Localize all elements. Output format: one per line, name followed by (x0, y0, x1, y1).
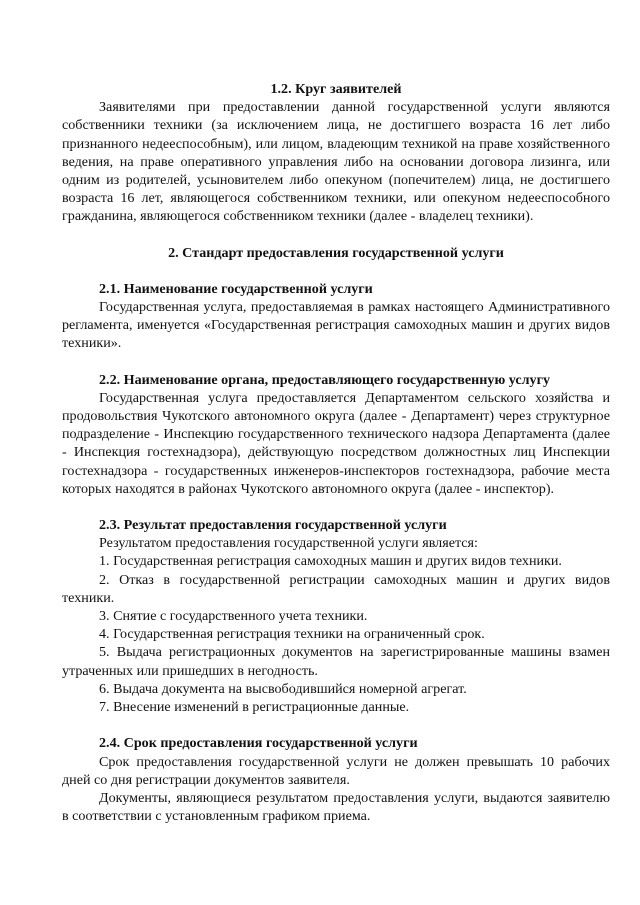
result-list-item: 4. Государственная регистрация техники на ограниченный срок. (99, 626, 485, 643)
result-list-item: 1. Государственная регистрация самоходных машин и других видов техники. (99, 553, 562, 570)
result-list-item: 3. Снятие с государственного учета техники. (99, 608, 368, 625)
section-2-4-text-2: Документы, являющиеся результатом предоставления услуги, выдаются заявителю в соответствии с установленным графиком приема. (62, 789, 610, 825)
section-2-1-title: 2.1. Наименование государственной услуги (99, 280, 373, 297)
result-list-item: 6. Выдача документа на высвободившийся номерной агрегат. (99, 680, 467, 697)
section-2-title: 2. Стандарт предоставления государственной услуги (168, 244, 504, 261)
section-1-2-text: Заявителями при предоставлении данной государственной услуги являются собственники техники (за исключением лица, не достигшего возраста 16 лет либо признанного недееспособным), или лицом, владеющим техникой на праве хозяйственного ведения, на праве оперативного управления либо на основании договора лизинга, или одним из родителей, усыновителем либо опекуном (попечителем) лица, не достигшего возраста 16 лет, являющегося собственником техники, или опекуном недееспособного гражданина, являющегося собственником техники (далее - владелец техники). (62, 99, 610, 225)
section-2-3-intro: Результатом предоставления государственной услуги является: (99, 535, 478, 552)
section-2-2-title: 2.2. Наименование органа, предоставляющего государственную услугу (99, 371, 551, 388)
section-2-1-text: Государственная услуга, предоставляемая в рамках настоящего Административного регламента, именуется «Государственная регистрация самоходных машин и других видов техники». (62, 299, 610, 352)
section-2-2-text: Государственная услуга предоставляется Департаментом сельского хозяйства и продовольствия Чукотского автономного округа (далее - Департамент) через структурное подразделение - Инспекцию государственного технического надзора Департамента (далее - Инспекция гостехнадзора), действующую посредством должностных лиц Инспекции гостехнадзора - государственных инженеров-инспекторов гостехнадзора, рабочие места которых находятся в районах Чукотского автономного округа (далее - инспектор). (62, 389, 610, 497)
result-list-item: 7. Внесение изменений в регистрационные данные. (99, 699, 410, 716)
result-list-item: 5. Выдача регистрационных документов на зарегистрированные машины взамен утраченных или пришедших в негодность. (62, 644, 610, 679)
section-2-4-title: 2.4. Срок предоставления государственной услуги (99, 735, 418, 752)
result-list-item: 2. Отказ в государственной регистрации самоходных машин и других видов техники. (62, 571, 610, 606)
section-2-3-title: 2.3. Результат предоставления государственной услуги (99, 517, 447, 534)
section-1-2-title: 1.2. Круг заявителей (270, 81, 402, 97)
section-2-4-text-1: Срок предоставления государственной услуги не должен превышать 10 рабочих дней со дня регистрации документов заявителя. (62, 753, 610, 788)
